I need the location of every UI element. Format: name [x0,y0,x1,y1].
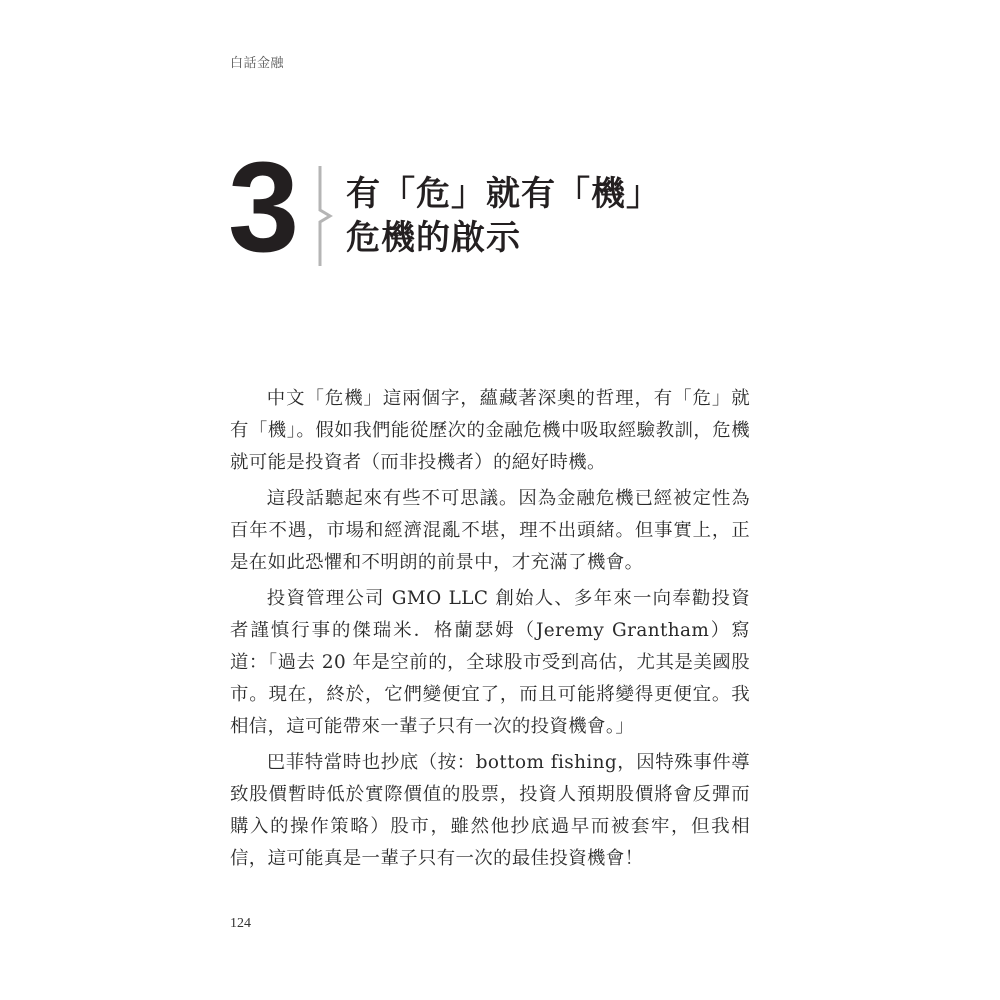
chapter-number: 3 [228,136,296,279]
chapter-subtitle: 危機的啟示 [346,218,521,258]
paragraph: 這段話聽起來有些不可思議。因為金融危機已經被定性為百年不遇，市場和經濟混亂不堪，理不出頭緒。但事實上，正是在如此恐懼和不明朗的前景中，才充滿了機會。 [230,488,750,573]
running-head: 白話金融 [230,56,285,71]
paragraph: 巴菲特當時也抄底（按：bottom fishing，因特殊事件導致股價暫時低於實際價值的股票，投資人預期股價將會反彈而購入的操作策略）股市，雖然他抄底過早而被套牢，但我相信，這可能真是一輩子只有一次的最佳投資機會！ [230,752,750,869]
chapter-title: 有「危」就有「機」 [346,174,661,214]
chapter-title-block [346,172,661,260]
paragraph: 中文「危機」這兩個字，蘊藏著深奧的哲理，有「危」就有「機」。假如我們能從歷次的金融危機中吸取經驗教訓，危機就可能是投資者（而非投機者）的絕好時機。 [230,388,750,473]
paragraph: 投資管理公司 GMO LLC 創始人、多年來一向奉勸投資者謹慎行事的傑瑞米．格蘭瑟姆（Jeremy Grantham）寫道：「過去 20 年是空前的，全球股市受到高估，尤其是美國股市。現在，終於，它們變便宜了，而且可能將變得更便宜。我相信，這可能帶來一輩子只有一次的投資機會。」 [230,588,750,737]
chapter-heading [228,136,728,279]
body-text [230,383,750,879]
bracket-separator-icon [316,166,346,266]
page-number: 124 [230,916,251,931]
